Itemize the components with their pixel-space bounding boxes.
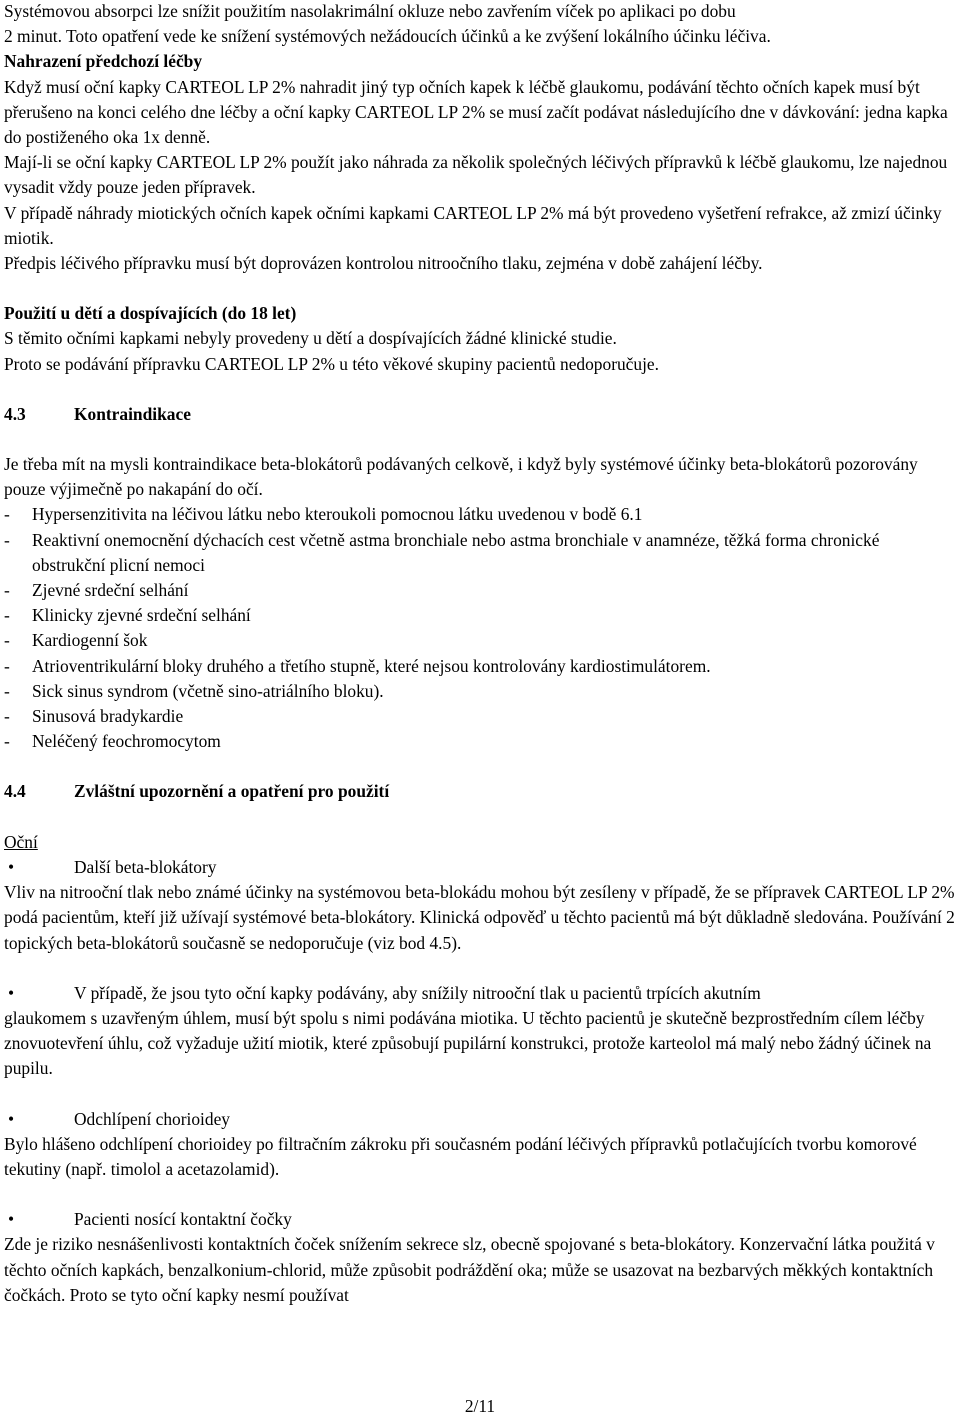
bullet-item bbox=[4, 1107, 956, 1132]
list-item bbox=[4, 578, 956, 603]
bullet-paragraph-other-beta-blockers: Vliv na nitrooční tlak nebo známé účinky na systémovou beta-blokádu mohou být zesíleny v případě, že se přípravek CARTEOL LP 2% podá pacientům, kteří již užívají systémové beta-blokátory. Klinická odpověď u těchto pacientů má být důkladně sledována. Používání 2 topických beta-blokátorů současně se nedoporučuje (viz bod 4.5). bbox=[4, 882, 955, 953]
section-title: Zvláštní upozornění a opatření pro použití bbox=[74, 781, 390, 802]
bullet-title: Odchlípení chorioidey bbox=[74, 1108, 230, 1129]
dash-marker: - bbox=[4, 605, 10, 626]
dash-marker: - bbox=[4, 655, 10, 676]
dash-marker: - bbox=[4, 630, 10, 651]
spacer bbox=[4, 1082, 956, 1107]
section-title: Kontraindikace bbox=[74, 403, 191, 424]
page-number: 2/11 bbox=[464, 1396, 496, 1416]
bullet-item bbox=[4, 855, 956, 880]
bullet-title: Pacienti nosící kontaktní čočky bbox=[74, 1209, 292, 1230]
bullet-title: Další beta-blokátory bbox=[74, 856, 217, 877]
spacer bbox=[4, 805, 956, 830]
list-item-text: Sinusová bradykardie bbox=[32, 706, 184, 727]
bullet-marker: • bbox=[8, 856, 15, 877]
bullet-paragraph-angle-closure: glaukomem s uzavřeným úhlem, musí být spolu s nimi podávána miotika. U těchto pacientů je skutečně bezprostředním cílem léčby znovuotevření úhlu, což vyžaduje užití miotik, které způsobují pupilární konstrukci, protože karteolol má malý nebo žádný účinek na pupilu. bbox=[4, 1007, 932, 1079]
dash-marker: - bbox=[4, 680, 10, 701]
section-number: 4.3 bbox=[4, 403, 26, 424]
replacement-paragraph-3: V případě náhrady miotických očních kapek očními kapkami CARTEOL LP 2% má být provedeno vyšetření refrakce, až zmizí účinky miotik. bbox=[4, 202, 942, 248]
spacer bbox=[4, 956, 956, 981]
list-item bbox=[4, 729, 956, 754]
spacer bbox=[4, 377, 956, 402]
list-item-text: Zjevné srdeční selhání bbox=[32, 580, 189, 601]
list-item bbox=[4, 679, 956, 704]
replacement-paragraph-2: Mají-li se oční kapky CARTEOL LP 2% použít jako náhrada za několik společných léčivých přípravků k léčbě glaukomu, lze najednou vysadit vždy pouze jeden přípravek. bbox=[4, 152, 948, 198]
list-item-text: Kardiogenní šok bbox=[32, 630, 148, 651]
list-item bbox=[4, 502, 956, 527]
list-item bbox=[4, 603, 956, 628]
list-item bbox=[4, 704, 956, 729]
section-number: 4.4 bbox=[4, 781, 26, 802]
ocular-subheading: Oční bbox=[4, 831, 38, 852]
dash-marker: - bbox=[4, 580, 10, 601]
spacer bbox=[4, 754, 956, 779]
list-item bbox=[4, 654, 956, 679]
list-item-text: Atrioventrikulární bloky druhého a třetího stupně, které nejsou kontrolovány kardiostimulátorem. bbox=[32, 655, 711, 676]
contraindications-intro: Je třeba mít na mysli kontraindikace beta-blokátorů podávaných celkově, i když byly systémové účinky beta-blokátorů pozorovány pouze výjimečně po nakapání do očí. bbox=[4, 454, 918, 500]
list-item bbox=[4, 528, 956, 578]
list-item bbox=[4, 628, 956, 653]
replacement-paragraph-1: Když musí oční kapky CARTEOL LP 2% nahradit jiný typ očních kapek k léčbě glaukomu, podávání těchto očních kapek musí být přerušeno na konci celého dne léčby a oční kapky CARTEOL LP 2% se musí začít podávat následujícího dne v dávkování: jedna kapka do postiženého oka 1x denně. bbox=[4, 76, 948, 148]
dash-marker: - bbox=[4, 731, 10, 752]
intro-line-2: 2 minut. Toto opatření vede ke snížení systémových nežádoucích účinků a ke zvýšení lokálního účinku léčiva. bbox=[4, 26, 771, 47]
section-heading-warnings bbox=[4, 779, 956, 804]
spacer bbox=[4, 276, 956, 301]
pediatric-paragraph-2: Proto se podávání přípravku CARTEOL LP 2% u této věkové skupiny pacientů nedoporučuje. bbox=[4, 353, 659, 374]
list-item-text: Sick sinus syndrom (včetně sino-atriálního bloku). bbox=[32, 680, 384, 701]
list-item-text: Klinicky zjevné srdeční selhání bbox=[32, 605, 251, 626]
replacement-heading: Nahrazení předchozí léčby bbox=[4, 51, 203, 72]
bullet-paragraph-choroidal-detachment: Bylo hlášeno odchlípení chorioidey po filtračním zákroku při současném podání léčivých přípravků potlačujících tvorbu komorové tekutiny (např. timolol a acetazolamid). bbox=[4, 1133, 917, 1179]
spacer bbox=[4, 427, 956, 452]
bullet-marker: • bbox=[8, 982, 15, 1003]
intro-line-1: Systémovou absorpci lze snížit použitím nasolakrimální okluze nebo zavřením víček po aplikaci po dobu bbox=[4, 1, 736, 21]
spacer bbox=[4, 1182, 956, 1207]
pediatric-heading: Použití u dětí a dospívajících (do 18 let) bbox=[4, 303, 297, 324]
bullet-title: V případě, že jsou tyto oční kapky podávány, aby snížily nitrooční tlak u pacientů trpících akutním bbox=[74, 982, 761, 1003]
pediatric-paragraph-1: S těmito očními kapkami nebyly provedeny u dětí a dospívajících žádné klinické studie. bbox=[4, 328, 617, 349]
bullet-item bbox=[4, 1207, 956, 1232]
section-heading-contraindications bbox=[4, 402, 956, 427]
list-item-text: Neléčený feochromocytom bbox=[32, 731, 221, 752]
bullet-marker: • bbox=[8, 1209, 15, 1230]
dash-marker: - bbox=[4, 529, 10, 550]
document-page bbox=[4, 0, 956, 1308]
replacement-paragraph-4: Předpis léčivého přípravku musí být doprovázen kontrolou nitroočního tlaku, zejména v době zahájení léčby. bbox=[4, 253, 763, 274]
bullet-marker: • bbox=[8, 1108, 15, 1129]
bullet-item bbox=[4, 981, 956, 1006]
dash-marker: - bbox=[4, 706, 10, 727]
dash-marker: - bbox=[4, 504, 10, 525]
contraindications-list bbox=[4, 502, 956, 754]
bullet-paragraph-contact-lenses: Zde je riziko nesnášenlivosti kontaktních čoček snížením sekrece slz, obecně spojované s beta-blokátory. Konzervační látka použitá v těchto očních kapkách, benzalkonium-chlorid, může způsobit podráždění oka; může se usazovat na bezbarvých měkkých kontaktních čočkách. Proto se tyto oční kapky nesmí používat bbox=[4, 1234, 935, 1305]
list-item-text: Hypersenzitivita na léčivou látku nebo kteroukoli pomocnou látku uvedenou v bodě 6.1 bbox=[32, 504, 643, 525]
list-item-text: Reaktivní onemocnění dýchacích cest včetně astma bronchiale nebo astma bronchiale v anamnéze, těžká forma chronické obstrukční plicní nemoci bbox=[32, 529, 880, 575]
